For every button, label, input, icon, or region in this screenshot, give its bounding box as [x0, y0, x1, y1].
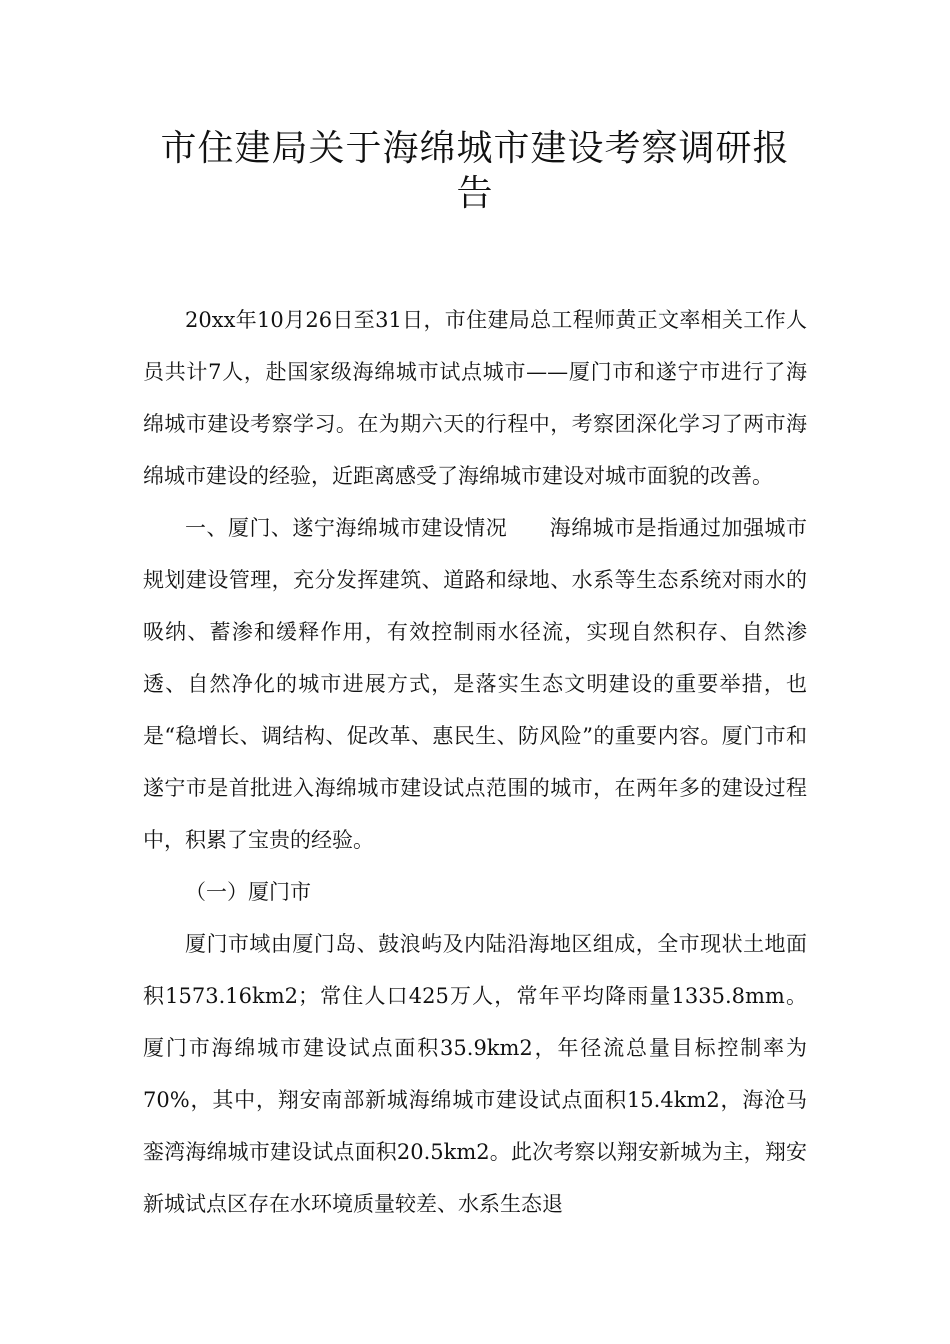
subsection-heading: （一）厦门市 — [185, 880, 311, 904]
xiamen-paragraph: 厦门市域由厦门岛、鼓浪屿及内陆沿海地区组成，全市现状土地面积1573.16km2；常住人口425万人，常年平均降雨量1335.8mm。厦门市海绵城市建设试点面积35.9km2，年径流总量目标控制率为70%，其中，翔安南部新城海绵城市建设试点面积15.4km2，海沧马銮湾海绵城市建设试点面积20.5km2。此次考察以翔安新城为主，翔安新城试点区存在水环境质量较差、水系生态退 — [143, 932, 807, 1216]
intro-paragraph: 20xx年10月26日至31日，市住建局总工程师黄正文率相关工作人员共计7人，赴国家级海绵城市试点城市——厦门市和遂宁市进行了海绵城市建设考察学习。在为期六天的行程中，考察团深化学习了两市海绵城市建设的经验，近距离感受了海绵城市建设对城市面貌的改善。 — [143, 308, 807, 488]
section-heading: 一、厦门、遂宁海绵城市建设情况 — [185, 516, 508, 540]
document-title: 市住建局关于海绵城市建设考察调研报告 — [160, 128, 790, 214]
section-body-text: 海绵城市是指通过加强城市规划建设管理，充分发挥建筑、道路和绿地、水系等生态系统对雨水的吸纳、蓄渗和缓释作用，有效控制雨水径流，实现自然积存、自然渗透、自然净化的城市进展方式，是落实生态文明建设的重要举措，也是“稳增长、调结构、促改革、惠民生、防风险”的重要内容。厦门市和遂宁市是首批进入海绵城市建设试点范围的城市，在两年多的建设过程中，积累了宝贵的经验。 — [143, 516, 808, 852]
section-paragraph — [143, 502, 807, 866]
document-body — [143, 294, 807, 1230]
